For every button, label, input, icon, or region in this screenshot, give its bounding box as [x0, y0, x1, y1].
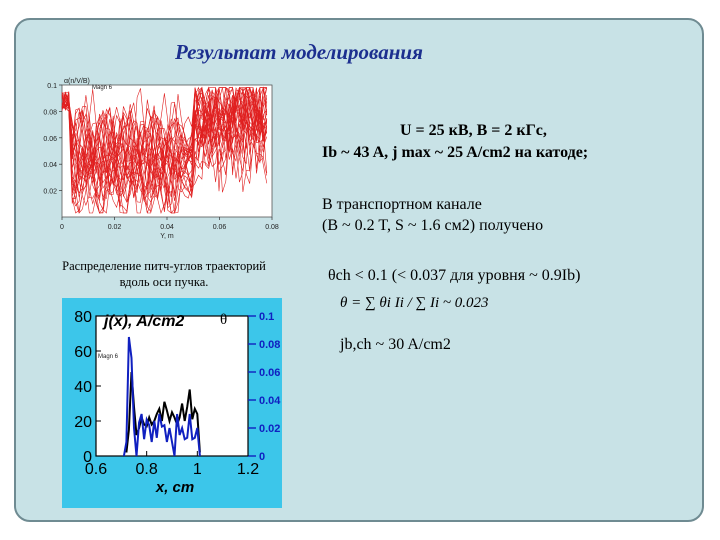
x-tick-label: 0.06	[212, 224, 227, 231]
chart-current-density	[62, 298, 282, 508]
text-line-theta-ch: θch < 0.1 (< 0.037 для уровня ~ 0.9Ib)	[328, 267, 581, 284]
x-axis-label: Y, m	[160, 233, 174, 240]
y-tick-label-left: 60	[74, 344, 92, 361]
plot-area	[96, 316, 248, 456]
figure-caption	[24, 258, 304, 290]
text-line-channel-params: (B ~ 0.2 T, S ~ 1.6 см2) получено	[322, 217, 544, 234]
right-axis-title: θ	[220, 312, 228, 328]
magn-annotation: Magn 6	[92, 85, 113, 91]
chart-pitch-angle-vs-y	[30, 73, 280, 245]
x-tick-label: 0	[60, 224, 64, 231]
y-tick-label: 0.04	[43, 162, 57, 170]
y-tick-label-left: 20	[74, 414, 92, 431]
y-tick-label: 0.02	[43, 188, 57, 196]
y-tick-label-right: 0.04	[259, 395, 281, 407]
x-tick-label: 1.2	[236, 461, 260, 478]
y-tick-label: 0.06	[43, 135, 57, 143]
formula-theta-average: θ = ∑ θi Ii / ∑ Ii ~ 0.023	[340, 295, 489, 311]
y-tick-label-right: 0.08	[259, 339, 281, 351]
caption-line-2: вдоль оси пучка.	[119, 275, 209, 289]
magn-annotation: Magn 6	[98, 354, 119, 360]
x-tick-label: 1	[192, 461, 202, 478]
y-tick-label: 0.1	[47, 83, 57, 90]
y-tick-label-right: 0.02	[259, 423, 281, 435]
text-line-voltage-field: U = 25 кВ, B = 2 кГс,	[400, 122, 547, 139]
y-tick-label-right: 0.06	[259, 367, 281, 379]
y-tick-label-left: 80	[74, 309, 92, 326]
x-axis-label: x, cm	[155, 479, 195, 496]
text-line-beam-current: Ib ~ 43 A, j max ~ 25 A/cm2 на катоде;	[322, 144, 589, 161]
y-axis-label: α(n/V/B)	[64, 78, 90, 85]
left-axis-title: j(x), A/cm2	[104, 313, 185, 330]
x-tick-label: 0.6	[84, 461, 108, 478]
y-tick-label-left: 40	[74, 379, 92, 396]
caption-line-1: Распределение питч-углов траекторий	[62, 259, 266, 273]
x-tick-label: 0.04	[160, 224, 174, 231]
text-line-current-density: jb,ch ~ 30 A/cm2	[340, 336, 451, 353]
x-tick-label: 0.02	[107, 224, 122, 231]
y-tick-label-right: 0	[259, 451, 266, 463]
y-tick-label-right: 0.1	[259, 311, 275, 323]
x-tick-label: 0.8	[135, 461, 158, 478]
y-tick-label-left: 0	[83, 449, 92, 466]
text-line-transport-channel: В транспортном канале	[322, 196, 482, 213]
y-tick-label: 0.08	[43, 109, 57, 117]
x-tick-label: 0.08	[265, 224, 279, 231]
slide-title: Результат моделирования	[175, 40, 423, 64]
